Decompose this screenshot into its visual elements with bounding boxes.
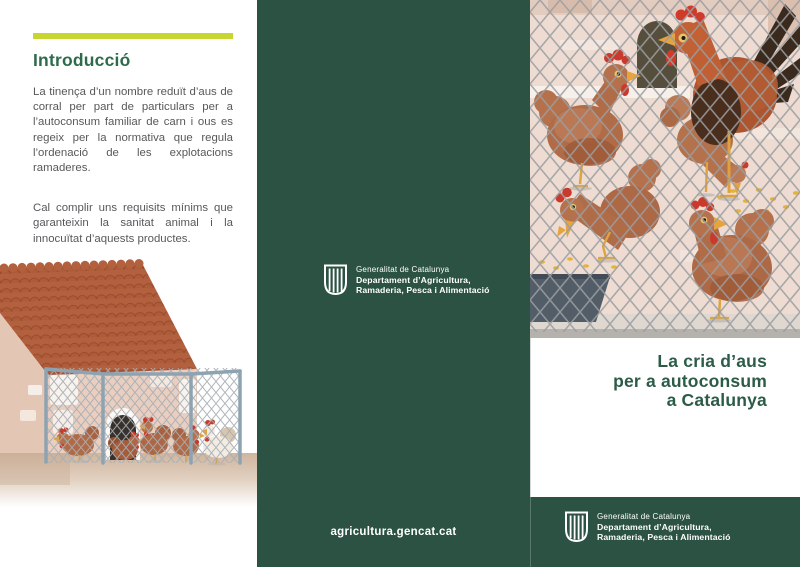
senyera-shield-icon: [564, 511, 589, 543]
senyera-shield-icon: [323, 264, 348, 296]
cover-title-line1: La cria d’aus: [657, 351, 767, 371]
cover-footer-band: [530, 497, 800, 567]
footer-dept-line1: Departament d’Agricultura,: [597, 522, 712, 532]
run-mesh: [46, 368, 240, 463]
footer-org-line: Generalitat de Catalunya: [597, 512, 691, 521]
cover-title-line2: per a autoconsum: [613, 370, 767, 391]
logo-dept-line1: Departament d’Agricultura,: [356, 275, 471, 285]
logo-org-line: Generalitat de Catalunya: [356, 265, 450, 274]
logo-dept-line2: Ramaderia, Pesca i Alimentació: [356, 285, 490, 295]
lime-accent-bar: [33, 33, 233, 39]
intro-section: [33, 33, 233, 247]
gencat-logo-block-footer: [564, 511, 731, 543]
panel-introduction: [0, 0, 257, 567]
website-url[interactable]: agricultura.gencat.cat: [330, 526, 457, 538]
cover-title-band: [530, 338, 800, 497]
hens-behind-fence-illustration: [530, 0, 800, 338]
panel-cover-back: [257, 0, 530, 567]
panel-front-cover: [530, 0, 800, 567]
intro-paragraph-1: La tinença d’un nombre reduït d’aus de corral per part de particulars per a l’autoconsum familiar de carn i ous es regeix per la normativa que regula l’ordenació de les explotacions ramaderes.: [33, 86, 233, 175]
cover-title-line3: a Catalunya: [666, 390, 767, 410]
intro-paragraph-2: Cal complir uns requisits mínims que garanteixin la sanitat animal i la innocuïtat d’aquests productes.: [33, 202, 233, 245]
chain-link-mesh: [530, 0, 800, 332]
gencat-logo-text-footer: [597, 511, 731, 542]
footer-dept-line2: Ramaderia, Pesca i Alimentació: [597, 532, 731, 542]
gencat-logo-text: [356, 264, 490, 295]
gencat-logo-block: [323, 264, 490, 296]
intro-heading: Introducció: [33, 50, 131, 70]
chicken-coop-illustration: [0, 255, 257, 510]
